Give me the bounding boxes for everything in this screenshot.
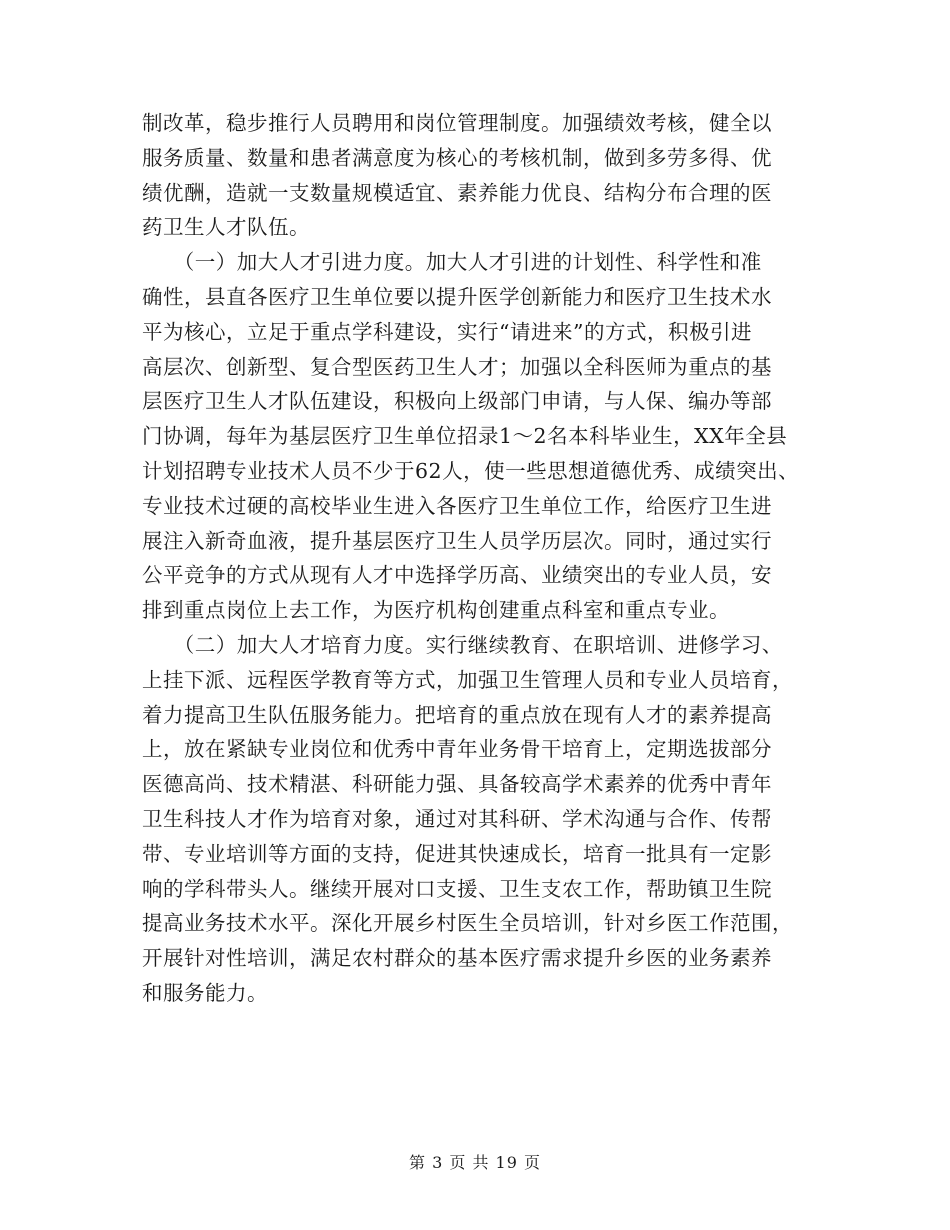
- section-heading-line: （二）加大人才培育力度。实行继续教育、在职培训、进修学习、: [142, 632, 783, 657]
- body-text: [142, 106, 812, 1011]
- text-line: 高层次、创新型、复合型医药卫生人才；加强以全科医师为重点的基: [142, 354, 772, 379]
- text-line: 平为核心，立足于重点学科建设，实行“请进来”的方式，积极引进: [142, 319, 752, 344]
- text-line: 服务质量、数量和患者满意度为核心的考核机制，做到多劳多得、优: [142, 145, 772, 170]
- text-line: 排到重点岗位上去工作，为医疗机构创建重点科室和重点专业。: [142, 598, 730, 623]
- text-line: 药卫生人才队伍。: [142, 215, 310, 240]
- page-number-footer: 第 3 页 共 19 页: [409, 1153, 541, 1172]
- text-line: 着力提高卫生队伍服务能力。把培育的重点放在现有人才的素养提高: [142, 702, 772, 727]
- text-line: 确性，县直各医疗卫生单位要以提升医学创新能力和医疗卫生技术水: [142, 284, 772, 309]
- text-line: 制改革，稳步推行人员聘用和岗位管理制度。加强绩效考核，健全以: [142, 111, 772, 135]
- text-line: 展注入新奇血液，提升基层医疗卫生人员学历层次。同时，通过实行: [142, 528, 772, 553]
- text-line: 专业技术过硬的高校毕业生进入各医疗卫生单位工作，给医疗卫生进: [142, 493, 772, 518]
- text-line: 上，放在紧缺专业岗位和优秀中青年业务骨干培育上，定期选拔部分: [142, 737, 772, 762]
- text-line: 响的学科带头人。继续开展对口支援、卫生支农工作，帮助镇卫生院: [142, 876, 772, 901]
- text-line: 计划招聘专业技术人员不少于62人，使一些思想道德优秀、成绩突出、: [142, 458, 800, 483]
- text-line: 开展针对性培训，满足农村群众的基本医疗需求提升乡医的业务素养: [142, 946, 772, 971]
- text-line: 带、专业培训等方面的支持，促进其快速成长，培育一批具有一定影: [142, 841, 772, 866]
- section-heading-line: （一）加大人才引进力度。加大人才引进的计划性、科学性和准: [142, 250, 762, 275]
- text-line: 卫生科技人才作为培育对象，通过对其科研、学术沟通与合作、传帮: [142, 806, 772, 831]
- text-line: 和服务能力。: [142, 980, 268, 1005]
- text-line: 绩优酬，造就一支数量规模适宜、素养能力优良、结构分布合理的医: [142, 180, 772, 205]
- text-line: 门协调，每年为基层医疗卫生单位招录1～2名本科毕业生，XX年全县: [142, 424, 788, 449]
- text-line: 提高业务技术水平。深化开展乡村医生全员培训，针对乡医工作范围，: [142, 911, 793, 936]
- text-line: 上挂下派、远程医学教育等方式，加强卫生管理人员和专业人员培育，: [142, 667, 793, 692]
- text-line: 层医疗卫生人才队伍建设，积极向上级部门申请，与人保、编办等部: [142, 389, 772, 414]
- text-line: 医德高尚、技术精湛、科研能力强、具备较高学术素养的优秀中青年: [142, 772, 772, 797]
- text-line: 公平竞争的方式从现有人才中选择学历高、业绩突出的专业人员，安: [142, 563, 772, 588]
